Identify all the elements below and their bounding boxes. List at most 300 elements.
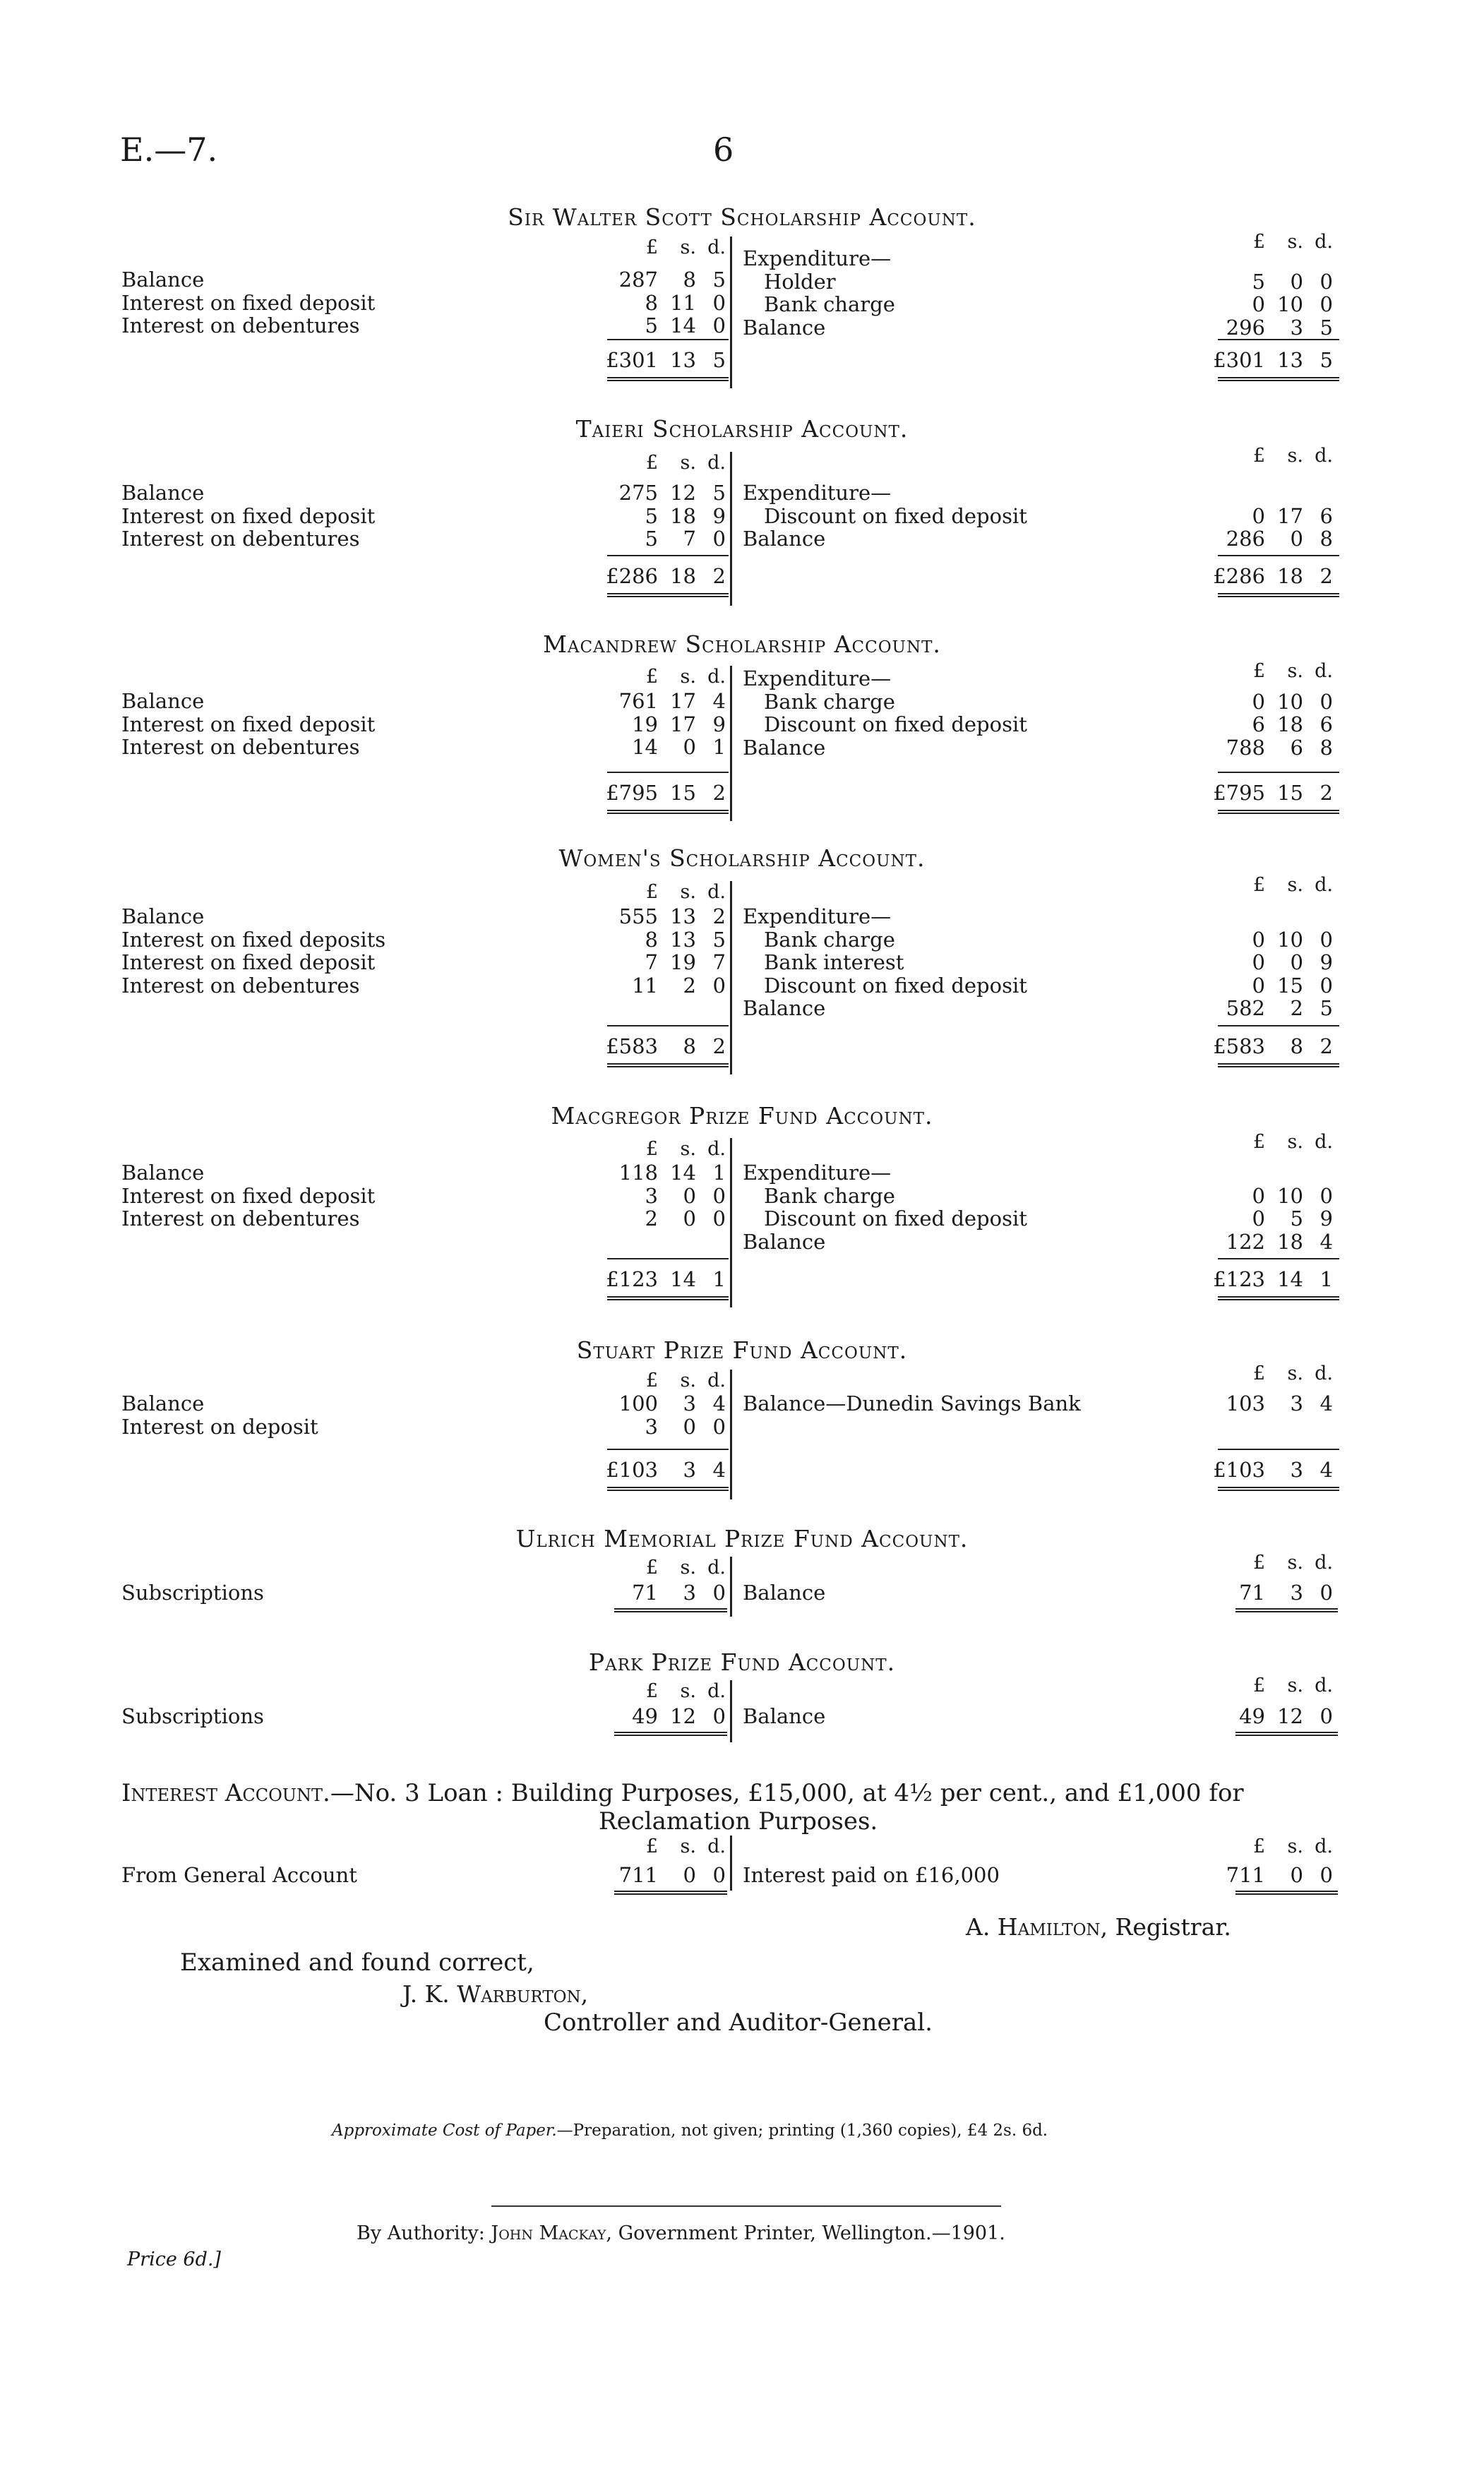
page-number: 6 — [713, 131, 734, 169]
account-title: Macgregor Prize Fund Account. — [551, 1102, 933, 1130]
right-total-rule — [1235, 1608, 1338, 1612]
left-currency-head-d: d. — [707, 881, 726, 903]
right-row-amount-s: 0 — [1290, 950, 1303, 974]
right-row-amount — [1200, 527, 1334, 550]
right-total — [1200, 782, 1334, 804]
right-row-amount-p: 0 — [1252, 503, 1265, 528]
left-currency-head — [593, 1680, 727, 1703]
right-row-amount-p: 0 — [1252, 292, 1265, 316]
left-row-amount-d: 5 — [712, 268, 726, 292]
left-row-amount-s: 17 — [670, 712, 696, 736]
left-row-label: Subscriptions — [121, 1704, 264, 1728]
left-row-amount-p: 71 — [632, 1581, 658, 1605]
left-total — [593, 1268, 727, 1291]
right-row-label: Bank interest — [764, 950, 904, 974]
account-title: Stuart Prize Fund Account. — [576, 1336, 908, 1364]
left-currency-head — [593, 1557, 727, 1579]
left-total-d: 2 — [712, 1034, 726, 1058]
left-row-label: Interest on deposit — [121, 1414, 318, 1439]
left-total-s: 14 — [670, 1267, 696, 1291]
left-row-label: Interest on fixed deposit — [121, 712, 376, 736]
right-row-amount — [1200, 1207, 1334, 1230]
left-row-label: Interest on fixed deposit — [121, 1183, 376, 1208]
left-currency-head-p: £ — [645, 1557, 658, 1579]
right-row-label: Discount on fixed deposit — [764, 1206, 1027, 1230]
right-total-rule — [1235, 1732, 1338, 1736]
left-subtotal-rule — [607, 772, 729, 773]
right-row-amount — [1200, 1392, 1334, 1415]
right-row-amount-d: 0 — [1320, 689, 1333, 714]
left-row-amount-p: 2 — [645, 1206, 658, 1230]
right-row-amount-p: 0 — [1252, 950, 1265, 974]
column-divider — [730, 236, 732, 388]
left-row-amount-s: 8 — [683, 268, 696, 292]
left-total-s: 3 — [683, 1458, 696, 1482]
right-row-amount-s: 0 — [1290, 269, 1303, 294]
left-total-p: £583 — [606, 1034, 658, 1058]
right-row-amount-s: 17 — [1277, 503, 1303, 528]
right-row-label: Balance — [743, 735, 826, 760]
left-row-amount-p: 3 — [645, 1414, 658, 1439]
right-currency-head-d: d. — [1315, 231, 1333, 253]
left-row-amount-p: 8 — [645, 290, 658, 315]
left-row-amount-d: 0 — [712, 1704, 726, 1728]
left-row-label: Balance — [121, 1161, 205, 1185]
left-total-p: £103 — [606, 1458, 658, 1482]
left-currency-head-d: d. — [707, 666, 726, 688]
left-row-amount-p: 8 — [645, 927, 658, 952]
right-subtotal-rule — [1218, 772, 1339, 773]
right-row-amount-s: 18 — [1277, 712, 1303, 736]
left-row-amount — [593, 905, 727, 928]
left-row-label: Subscriptions — [121, 1581, 264, 1605]
left-row-amount-s: 0 — [683, 735, 696, 759]
right-currency-head-d: d. — [1315, 1363, 1333, 1384]
right-currency-head-s: s. — [1287, 1131, 1303, 1153]
page-ref: E.—7. — [120, 131, 218, 169]
left-row-label: Interest on fixed deposit — [121, 950, 376, 974]
left-total-d: 2 — [712, 564, 726, 588]
left-total-rule — [607, 1296, 729, 1300]
left-row-label: Balance — [121, 904, 205, 928]
left-row-amount-s: 0 — [683, 1206, 696, 1230]
right-row-label: Discount on fixed deposit — [764, 712, 1027, 736]
left-row-amount — [593, 1581, 727, 1604]
left-row-amount-d: 1 — [712, 1161, 726, 1185]
right-total-rule — [1218, 1296, 1339, 1300]
right-row-amount — [1200, 690, 1334, 713]
right-currency-head — [1200, 1836, 1334, 1858]
right-row-amount-d: 0 — [1320, 1863, 1333, 1887]
right-row-amount-d: 9 — [1320, 950, 1333, 974]
left-row-amount-p: 275 — [618, 481, 658, 505]
left-row-amount-d: 1 — [712, 735, 726, 759]
left-row-amount — [593, 481, 727, 504]
right-row-amount — [1200, 1230, 1334, 1253]
left-currency-head-p: £ — [645, 452, 658, 474]
left-currency-head-p: £ — [645, 1680, 658, 1702]
left-currency-head — [593, 236, 727, 259]
right-row-label: Bank charge — [764, 927, 895, 952]
left-currency-head-p: £ — [645, 236, 658, 258]
right-row-amount — [1200, 713, 1334, 736]
right-row-amount-s: 15 — [1277, 973, 1303, 998]
left-row-amount-d: 0 — [712, 1863, 726, 1887]
left-row-label: Interest on debentures — [121, 973, 360, 998]
right-subtotal-rule — [1218, 339, 1339, 340]
left-row-label: Balance — [121, 481, 205, 505]
right-currency-head-s: s. — [1287, 660, 1303, 682]
interest-account-heading-2: Reclamation Purposes. — [599, 1807, 878, 1836]
right-total-s: 8 — [1290, 1034, 1303, 1058]
left-row-label: Interest on debentures — [121, 1206, 360, 1230]
left-total-s: 13 — [670, 348, 696, 372]
right-row-label: Balance — [743, 1229, 826, 1254]
right-total-p: £286 — [1213, 564, 1265, 588]
right-row-label: Expenditure— — [743, 904, 892, 928]
left-total-rule — [614, 1608, 727, 1612]
right-currency-head-s: s. — [1287, 1675, 1303, 1696]
interest-account-heading: Interest Account.—No. 3 Loan : Building Purposes, £15,000, at 4½ per cent., and £1,000 for — [121, 1779, 1244, 1807]
right-row-amount-p: 5 — [1252, 269, 1265, 294]
right-row-amount — [1200, 1864, 1334, 1886]
right-total-d: 4 — [1320, 1458, 1333, 1482]
left-row-amount-s: 0 — [683, 1183, 696, 1208]
left-subtotal-rule — [607, 1258, 729, 1259]
right-total-rule — [1218, 1487, 1339, 1491]
right-row-amount — [1200, 293, 1334, 316]
left-currency-head — [593, 881, 727, 904]
left-row-amount-p: 5 — [645, 503, 658, 528]
right-currency-head — [1200, 1675, 1334, 1697]
right-row-amount-s: 0 — [1290, 527, 1303, 551]
left-total-p: £286 — [606, 564, 658, 588]
left-total-p: £301 — [606, 348, 658, 372]
column-divider — [730, 881, 732, 1074]
left-row-amount-s: 12 — [670, 481, 696, 505]
left-row-amount-s: 3 — [683, 1581, 696, 1605]
right-row-amount-d: 8 — [1320, 527, 1333, 551]
left-row-amount-p: 11 — [632, 973, 658, 998]
left-row-amount — [593, 1161, 727, 1184]
column-divider — [730, 1836, 732, 1891]
left-row-amount-p: 5 — [645, 313, 658, 337]
left-row-amount-s: 17 — [670, 689, 696, 713]
left-row-amount-d: 0 — [712, 1414, 726, 1439]
right-currency-head-d: d. — [1315, 1552, 1333, 1574]
price: Price 6d.] — [127, 2249, 221, 2270]
right-subtotal-rule — [1218, 1025, 1339, 1026]
right-row-amount-p: 286 — [1226, 527, 1265, 551]
right-total-rule — [1218, 1063, 1339, 1067]
right-row-amount-d: 0 — [1320, 973, 1333, 998]
left-total-rule — [614, 1891, 727, 1895]
column-divider — [730, 1680, 732, 1742]
cost-of-paper: Approximate Cost of Paper.—Preparation, not given; printing (1,360 copies), £4 2s. 6d. — [332, 2121, 1048, 2140]
left-currency-head-d: d. — [707, 1370, 726, 1391]
right-total-rule — [1235, 1891, 1338, 1895]
right-row-amount-p: 6 — [1252, 712, 1265, 736]
right-row-amount-s: 10 — [1277, 1183, 1303, 1208]
right-currency-head — [1200, 445, 1334, 467]
left-currency-head-s: s. — [680, 881, 696, 903]
left-row-amount — [593, 951, 727, 974]
right-currency-head — [1200, 231, 1334, 253]
left-row-amount-d: 0 — [712, 527, 726, 551]
right-currency-head-p: £ — [1252, 1552, 1265, 1574]
column-divider — [730, 1138, 732, 1307]
right-currency-head — [1200, 660, 1334, 683]
right-row-amount — [1200, 928, 1334, 951]
registrar-signature: A. Hamilton, Registrar. — [966, 1913, 1231, 1941]
left-row-amount-s: 11 — [670, 290, 696, 315]
left-row-amount-s: 0 — [683, 1414, 696, 1439]
left-row-amount-s: 19 — [670, 950, 696, 974]
left-row-label: Interest on fixed deposit — [121, 503, 376, 528]
left-currency-head-p: £ — [645, 1138, 658, 1160]
right-row-amount-p: 788 — [1226, 735, 1265, 760]
right-total-p: £795 — [1213, 781, 1265, 805]
left-total-rule — [607, 1063, 729, 1067]
right-total-p: £583 — [1213, 1034, 1265, 1058]
right-row-amount-d: 6 — [1320, 712, 1333, 736]
right-row-amount — [1200, 736, 1334, 759]
right-subtotal-rule — [1218, 1449, 1339, 1450]
right-row-label: Expenditure— — [743, 1161, 892, 1185]
left-row-amount-d: 0 — [712, 973, 726, 998]
right-currency-head-d: d. — [1315, 874, 1333, 896]
right-total-s: 13 — [1277, 348, 1303, 372]
left-row-label: From General Account — [121, 1863, 357, 1887]
left-total — [593, 1035, 727, 1058]
right-row-label: Balance — [743, 527, 826, 551]
left-row-amount-s: 12 — [670, 1704, 696, 1728]
left-currency-head-d: d. — [707, 1557, 726, 1579]
right-row-amount-d: 0 — [1320, 269, 1333, 294]
right-currency-head — [1200, 874, 1334, 897]
left-currency-head-d: d. — [707, 1138, 726, 1160]
left-total — [593, 349, 727, 371]
left-currency-head-d: d. — [707, 1836, 726, 1857]
left-total-d: 4 — [712, 1458, 726, 1482]
right-currency-head — [1200, 1131, 1334, 1154]
left-row-amount — [593, 505, 727, 527]
left-row-amount — [593, 292, 727, 314]
right-row-amount-s: 10 — [1277, 927, 1303, 952]
right-currency-head-d: d. — [1315, 660, 1333, 682]
left-row-amount-s: 13 — [670, 904, 696, 928]
left-row-label: Balance — [121, 268, 205, 292]
left-currency-head-s: s. — [680, 1557, 696, 1579]
account-title: Women's Scholarship Account. — [558, 844, 926, 872]
right-total-p: £301 — [1213, 348, 1265, 372]
left-row-amount — [593, 1705, 727, 1727]
right-total-rule — [1218, 810, 1339, 814]
left-total-d: 1 — [712, 1267, 726, 1291]
right-row-amount-s: 10 — [1277, 292, 1303, 316]
left-row-label: Interest on fixed deposit — [121, 290, 376, 315]
left-currency-head — [593, 1370, 727, 1392]
right-subtotal-rule — [1218, 555, 1339, 556]
left-currency-head-s: s. — [680, 1138, 696, 1160]
left-row-amount — [593, 713, 727, 736]
left-currency-head-d: d. — [707, 1680, 726, 1702]
auditor-name: J. K. Warburton, — [402, 1980, 589, 2008]
right-row-amount — [1200, 1185, 1334, 1207]
left-currency-head — [593, 452, 727, 474]
left-row-amount-d: 4 — [712, 689, 726, 713]
right-row-amount-p: 49 — [1239, 1704, 1265, 1728]
left-row-amount — [593, 314, 727, 337]
right-row-amount-p: 122 — [1226, 1229, 1265, 1254]
right-total-rule — [1218, 377, 1339, 381]
left-row-amount-d: 9 — [712, 712, 726, 736]
right-row-amount-p: 0 — [1252, 973, 1265, 998]
right-row-amount-p: 103 — [1226, 1391, 1265, 1415]
right-row-label: Holder — [764, 269, 836, 294]
column-divider — [730, 452, 732, 606]
account-title: Macandrew Scholarship Account. — [543, 630, 941, 658]
left-row-amount-p: 19 — [632, 712, 658, 736]
left-subtotal-rule — [607, 555, 729, 556]
left-row-amount-p: 287 — [618, 268, 658, 292]
right-row-amount — [1200, 505, 1334, 527]
right-row-label: Discount on fixed deposit — [764, 973, 1027, 998]
left-row-amount — [593, 928, 727, 951]
right-row-amount-s: 6 — [1290, 735, 1303, 760]
left-row-amount-d: 9 — [712, 503, 726, 528]
left-row-amount — [593, 690, 727, 712]
left-total-p: £795 — [606, 781, 658, 805]
left-currency-head-s: s. — [680, 666, 696, 688]
right-total — [1200, 1035, 1334, 1058]
left-row-amount-p: 14 — [632, 735, 658, 759]
right-row-amount-s: 0 — [1290, 1863, 1303, 1887]
right-row-label: Bank charge — [764, 689, 895, 714]
right-currency-head — [1200, 1363, 1334, 1385]
right-currency-head-p: £ — [1252, 1675, 1265, 1696]
left-row-amount-d: 5 — [712, 927, 726, 952]
left-total-rule — [607, 593, 729, 597]
left-currency-head-s: s. — [680, 1680, 696, 1702]
left-row-amount-s: 13 — [670, 927, 696, 952]
left-total — [593, 782, 727, 804]
examined-note: Examined and found correct, — [180, 1948, 534, 1977]
right-currency-head-p: £ — [1252, 445, 1265, 467]
right-total-s: 18 — [1277, 564, 1303, 588]
right-row-amount-d: 0 — [1320, 1581, 1333, 1605]
right-row-amount-d: 9 — [1320, 1206, 1333, 1230]
left-subtotal-rule — [607, 339, 729, 340]
right-total — [1200, 565, 1334, 587]
left-subtotal-rule — [607, 1449, 729, 1450]
left-row-amount — [593, 736, 727, 758]
left-row-label: Interest on debentures — [121, 527, 360, 551]
left-row-amount — [593, 1207, 727, 1230]
right-row-amount-d: 0 — [1320, 1183, 1333, 1208]
left-row-label: Interest on debentures — [121, 313, 360, 337]
left-total-d: 2 — [712, 781, 726, 805]
footer-rule — [491, 2205, 1001, 2207]
right-row-amount-s: 18 — [1277, 1229, 1303, 1254]
right-row-amount-p: 296 — [1226, 315, 1265, 340]
right-row-amount-s: 12 — [1277, 1704, 1303, 1728]
left-currency-head-s: s. — [680, 1370, 696, 1391]
left-total-rule — [607, 377, 729, 381]
column-divider — [730, 1557, 732, 1617]
right-row-amount-p: 0 — [1252, 927, 1265, 952]
left-row-amount-s: 7 — [683, 527, 696, 551]
right-row-amount-s: 5 — [1290, 1206, 1303, 1230]
left-row-amount — [593, 974, 727, 997]
account-title: Taieri Scholarship Account. — [575, 415, 909, 443]
left-row-amount-p: 3 — [645, 1183, 658, 1208]
left-currency-head-s: s. — [680, 452, 696, 474]
account-title: Sir Walter Scott Scholarship Account. — [508, 203, 976, 231]
printer-line: By Authority: John Mackay, Government Printer, Wellington.—1901. — [357, 2222, 1005, 2244]
column-divider — [730, 1370, 732, 1499]
left-row-amount-s: 14 — [670, 313, 696, 337]
right-row-label: Bank charge — [764, 292, 895, 316]
left-row-amount-s: 3 — [683, 1391, 696, 1415]
left-currency-head — [593, 1836, 727, 1858]
left-row-amount — [593, 527, 727, 550]
left-subtotal-rule — [607, 1025, 729, 1026]
right-row-amount-d: 0 — [1320, 292, 1333, 316]
right-row-amount-d: 4 — [1320, 1229, 1333, 1254]
right-total-d: 5 — [1320, 348, 1333, 372]
left-currency-head-p: £ — [645, 1370, 658, 1391]
left-row-amount-p: 5 — [645, 527, 658, 551]
right-row-amount-s: 2 — [1290, 996, 1303, 1020]
left-row-amount-d: 0 — [712, 290, 726, 315]
left-row-amount — [593, 1415, 727, 1438]
right-row-amount-p: 0 — [1252, 689, 1265, 714]
left-row-amount — [593, 1392, 727, 1415]
left-row-amount-d: 0 — [712, 1581, 726, 1605]
left-row-amount — [593, 268, 727, 291]
left-row-amount-d: 2 — [712, 904, 726, 928]
right-currency-head-s: s. — [1287, 231, 1303, 253]
right-row-amount-s: 3 — [1290, 1581, 1303, 1605]
left-row-amount-p: 555 — [618, 904, 658, 928]
right-total-d: 2 — [1320, 781, 1333, 805]
right-subtotal-rule — [1218, 1258, 1339, 1259]
left-row-amount-s: 0 — [683, 1863, 696, 1887]
right-row-amount-p: 711 — [1226, 1863, 1265, 1887]
left-row-amount — [593, 1185, 727, 1207]
left-row-amount-s: 14 — [670, 1161, 696, 1185]
right-row-label: Expenditure— — [743, 246, 892, 270]
right-currency-head-s: s. — [1287, 1363, 1303, 1384]
right-row-amount — [1200, 951, 1334, 974]
left-total — [593, 1459, 727, 1481]
right-row-amount-s: 3 — [1290, 315, 1303, 340]
right-row-amount-d: 5 — [1320, 996, 1333, 1020]
right-currency-head — [1200, 1552, 1334, 1574]
right-row-label: Bank charge — [764, 1183, 895, 1208]
right-currency-head-d: d. — [1315, 1131, 1333, 1153]
left-row-amount-d: 0 — [712, 1206, 726, 1230]
right-currency-head-d: d. — [1315, 445, 1333, 467]
left-currency-head-p: £ — [645, 666, 658, 688]
right-total — [1200, 1268, 1334, 1291]
left-row-amount-s: 18 — [670, 503, 696, 528]
left-row-amount-d: 5 — [712, 481, 726, 505]
right-row-label: Balance — [743, 315, 826, 340]
right-row-label: Balance—Dunedin Savings Bank — [743, 1391, 1081, 1415]
left-total-rule — [614, 1732, 727, 1736]
